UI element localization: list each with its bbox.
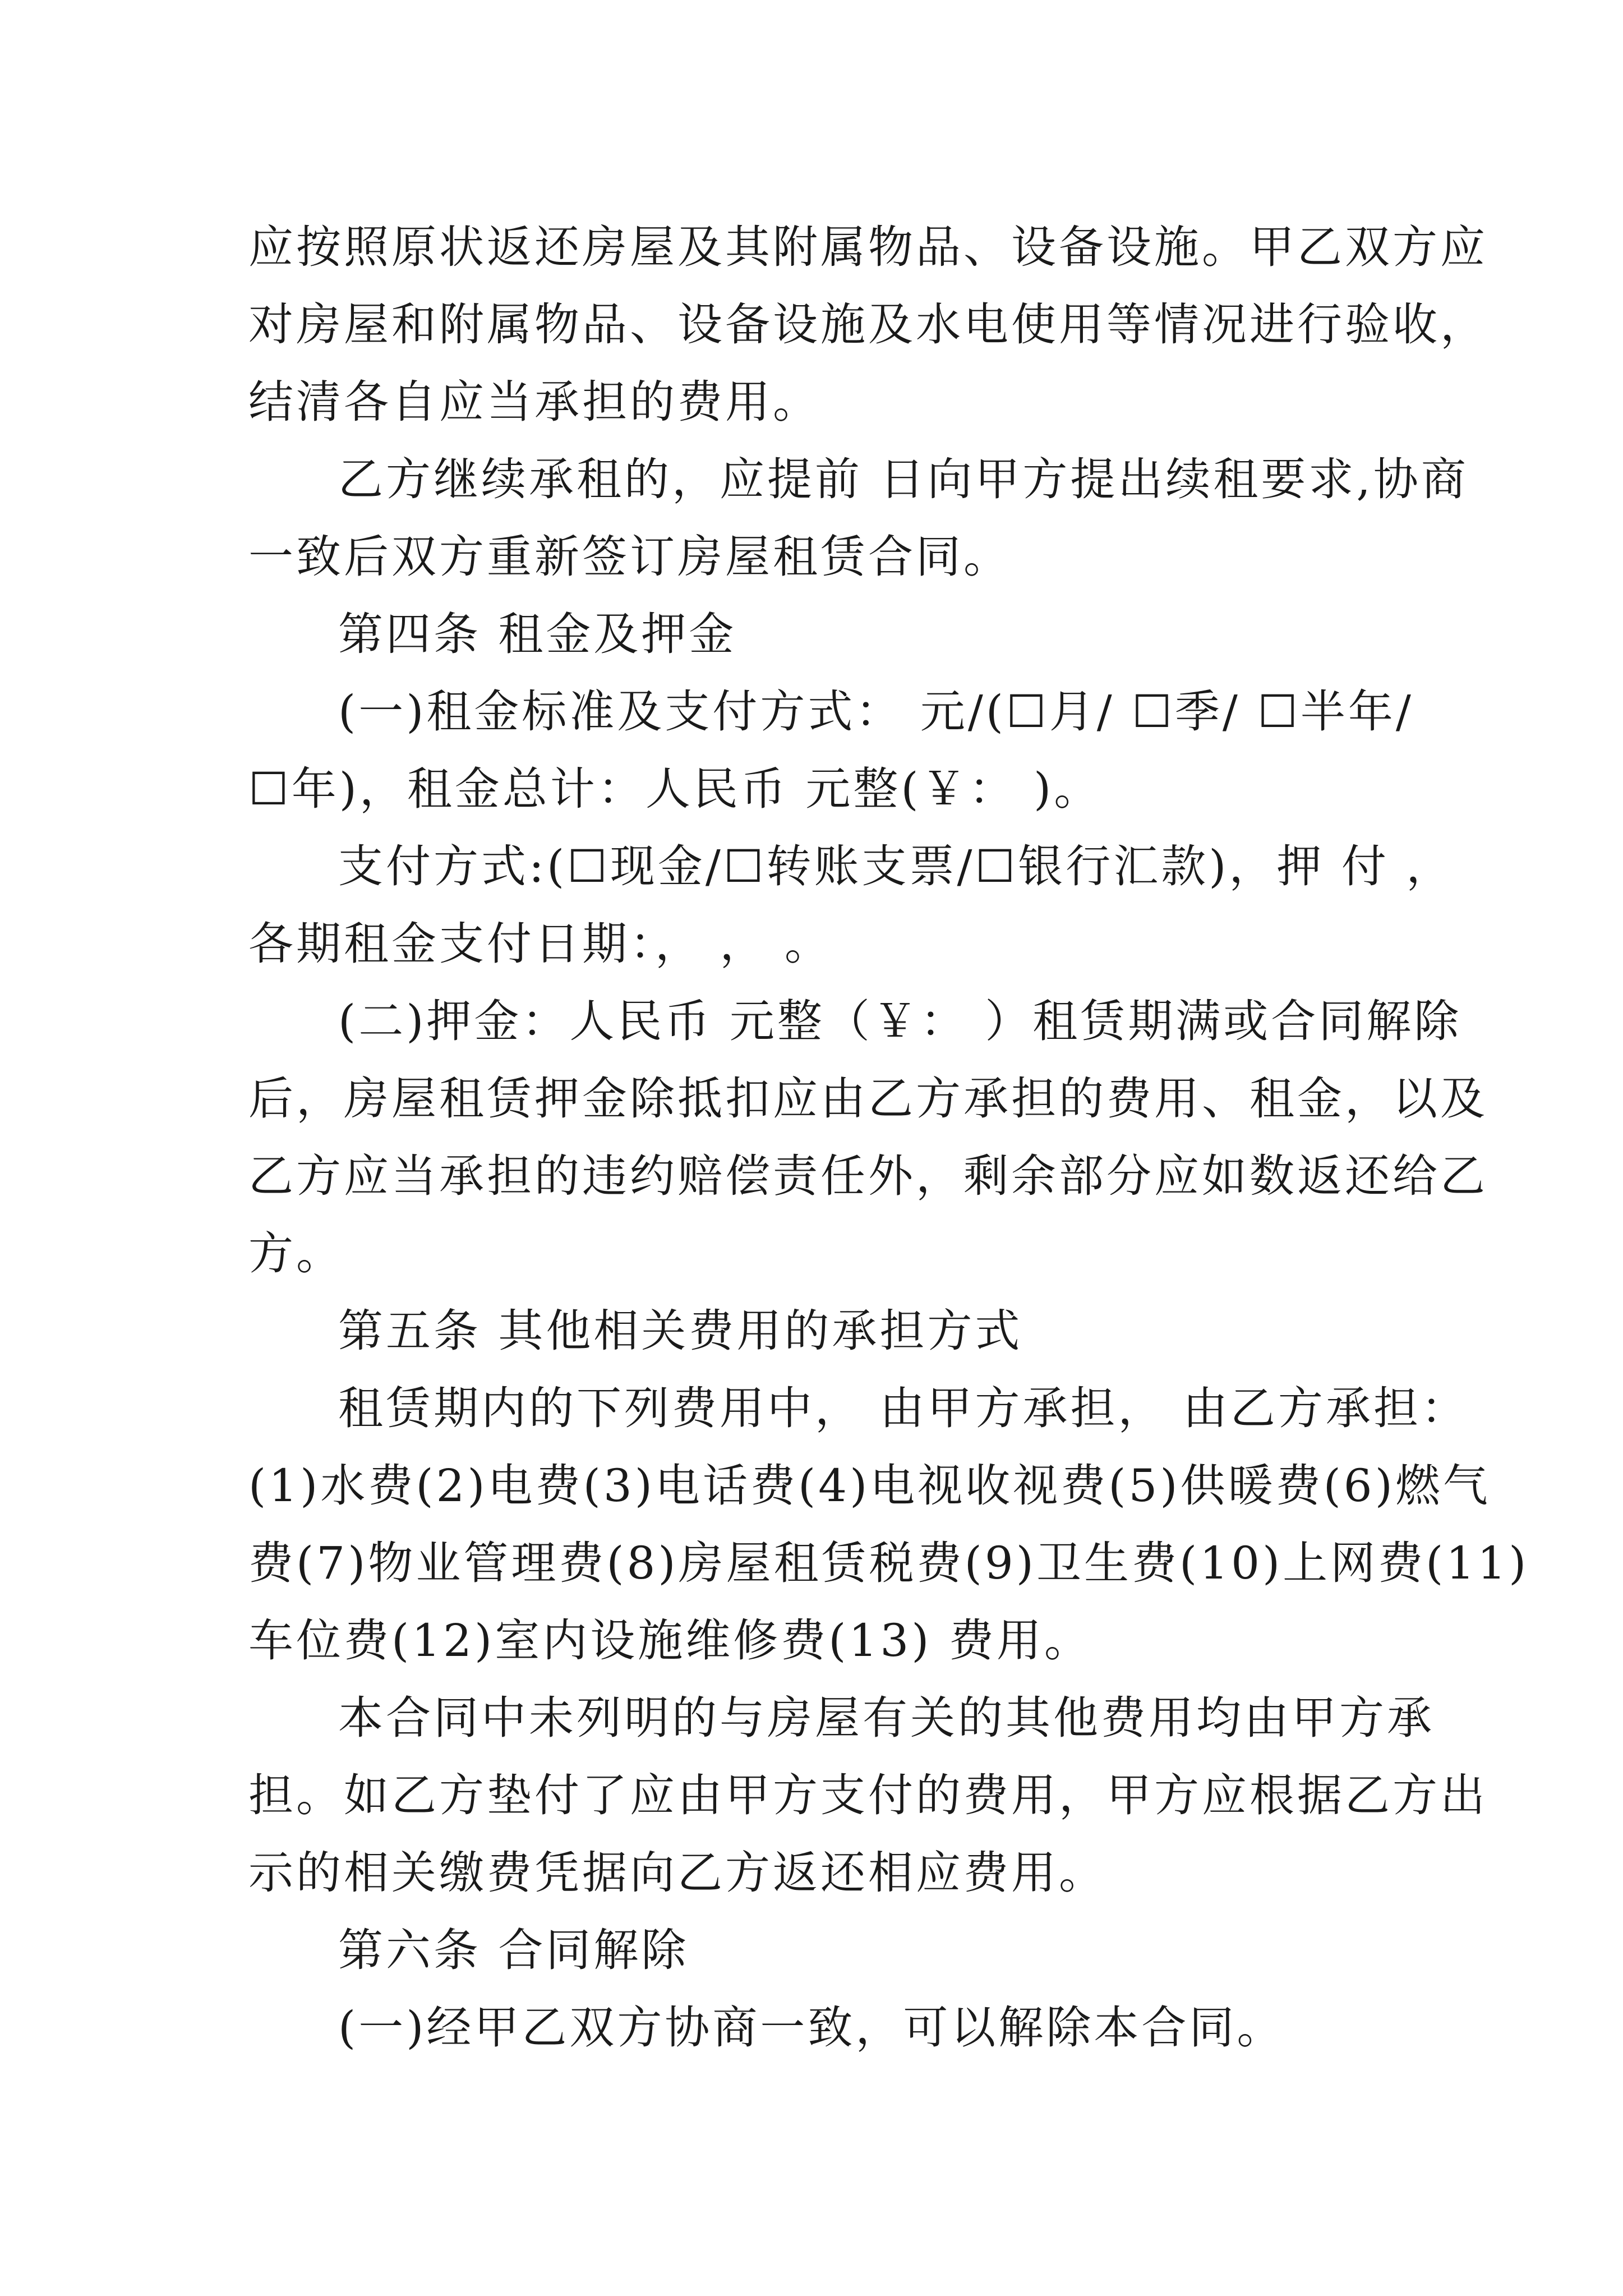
text-line-19: 车位费(12)室内设施维修费(13) 费用。 bbox=[248, 1614, 1092, 1667]
text-line-10: 各期租金支付日期：， ， 。 bbox=[248, 918, 832, 970]
text-line-21: 担。如乙方垫付了应由甲方支付的费用，甲方应根据乙方出 bbox=[248, 1769, 1488, 1821]
text-line-4: 乙方继续承租的，应提前 日向甲方提出续租要求,协商 bbox=[338, 453, 1469, 505]
text-line-20: 本合同中未列明的与房屋有关的其他费用均由甲方承 bbox=[338, 1692, 1435, 1744]
text-line-16: 租赁期内的下列费用中， 由甲方承担， 由乙方承担： bbox=[338, 1382, 1469, 1434]
text-line-9: 支付方式:(☐现金/☐转账支票/☐银行汇款)，押 付 ， bbox=[338, 840, 1454, 892]
text-line-14: 方。 bbox=[248, 1227, 344, 1280]
text-line-18: 费(7)物业管理费(8)房屋租赁税费(9)卫生费(10)上网费(11) bbox=[248, 1537, 1529, 1589]
text-line-1: 应按照原状返还房屋及其附属物品、设备设施。甲乙双方应 bbox=[248, 221, 1488, 273]
text-line-8: ☐年)，租金总计：人民币 元整(￥： )。 bbox=[248, 763, 1102, 815]
text-line-2: 对房屋和附属物品、设备设施及水电使用等情况进行验收， bbox=[248, 298, 1488, 351]
document-body bbox=[248, 209, 1529, 2067]
text-line-12: 后，房屋租赁押金除抵扣应由乙方承担的费用、租金，以及 bbox=[248, 1073, 1488, 1125]
text-line-5: 一致后双方重新签订房屋租赁合同。 bbox=[248, 531, 1011, 583]
text-line-3: 结清各自应当承担的费用。 bbox=[248, 376, 820, 428]
article-6-heading: 第六条 合同解除 bbox=[338, 1924, 689, 1976]
text-line-7: (一)租金标准及支付方式： 元/(☐月/ ☐季/ ☐半年/ bbox=[338, 685, 1414, 738]
article-4-heading: 第四条 租金及押金 bbox=[338, 608, 737, 660]
text-line-22: 示的相关缴费凭据向乙方返还相应费用。 bbox=[248, 1847, 1106, 1899]
text-line-24: (一)经甲乙双方协商一致，可以解除本合同。 bbox=[338, 2001, 1285, 2054]
text-line-11: (二)押金：人民币 元整（￥： ）租赁期满或合同解除 bbox=[338, 995, 1462, 1047]
text-line-17: (1)水费(2)电费(3)电话费(4)电视收视费(5)供暖费(6)燃气 bbox=[248, 1460, 1491, 1512]
text-line-13: 乙方应当承担的违约赔偿责任外，剩余部分应如数返还给乙 bbox=[248, 1150, 1488, 1202]
article-5-heading: 第五条 其他相关费用的承担方式 bbox=[338, 1305, 1023, 1357]
